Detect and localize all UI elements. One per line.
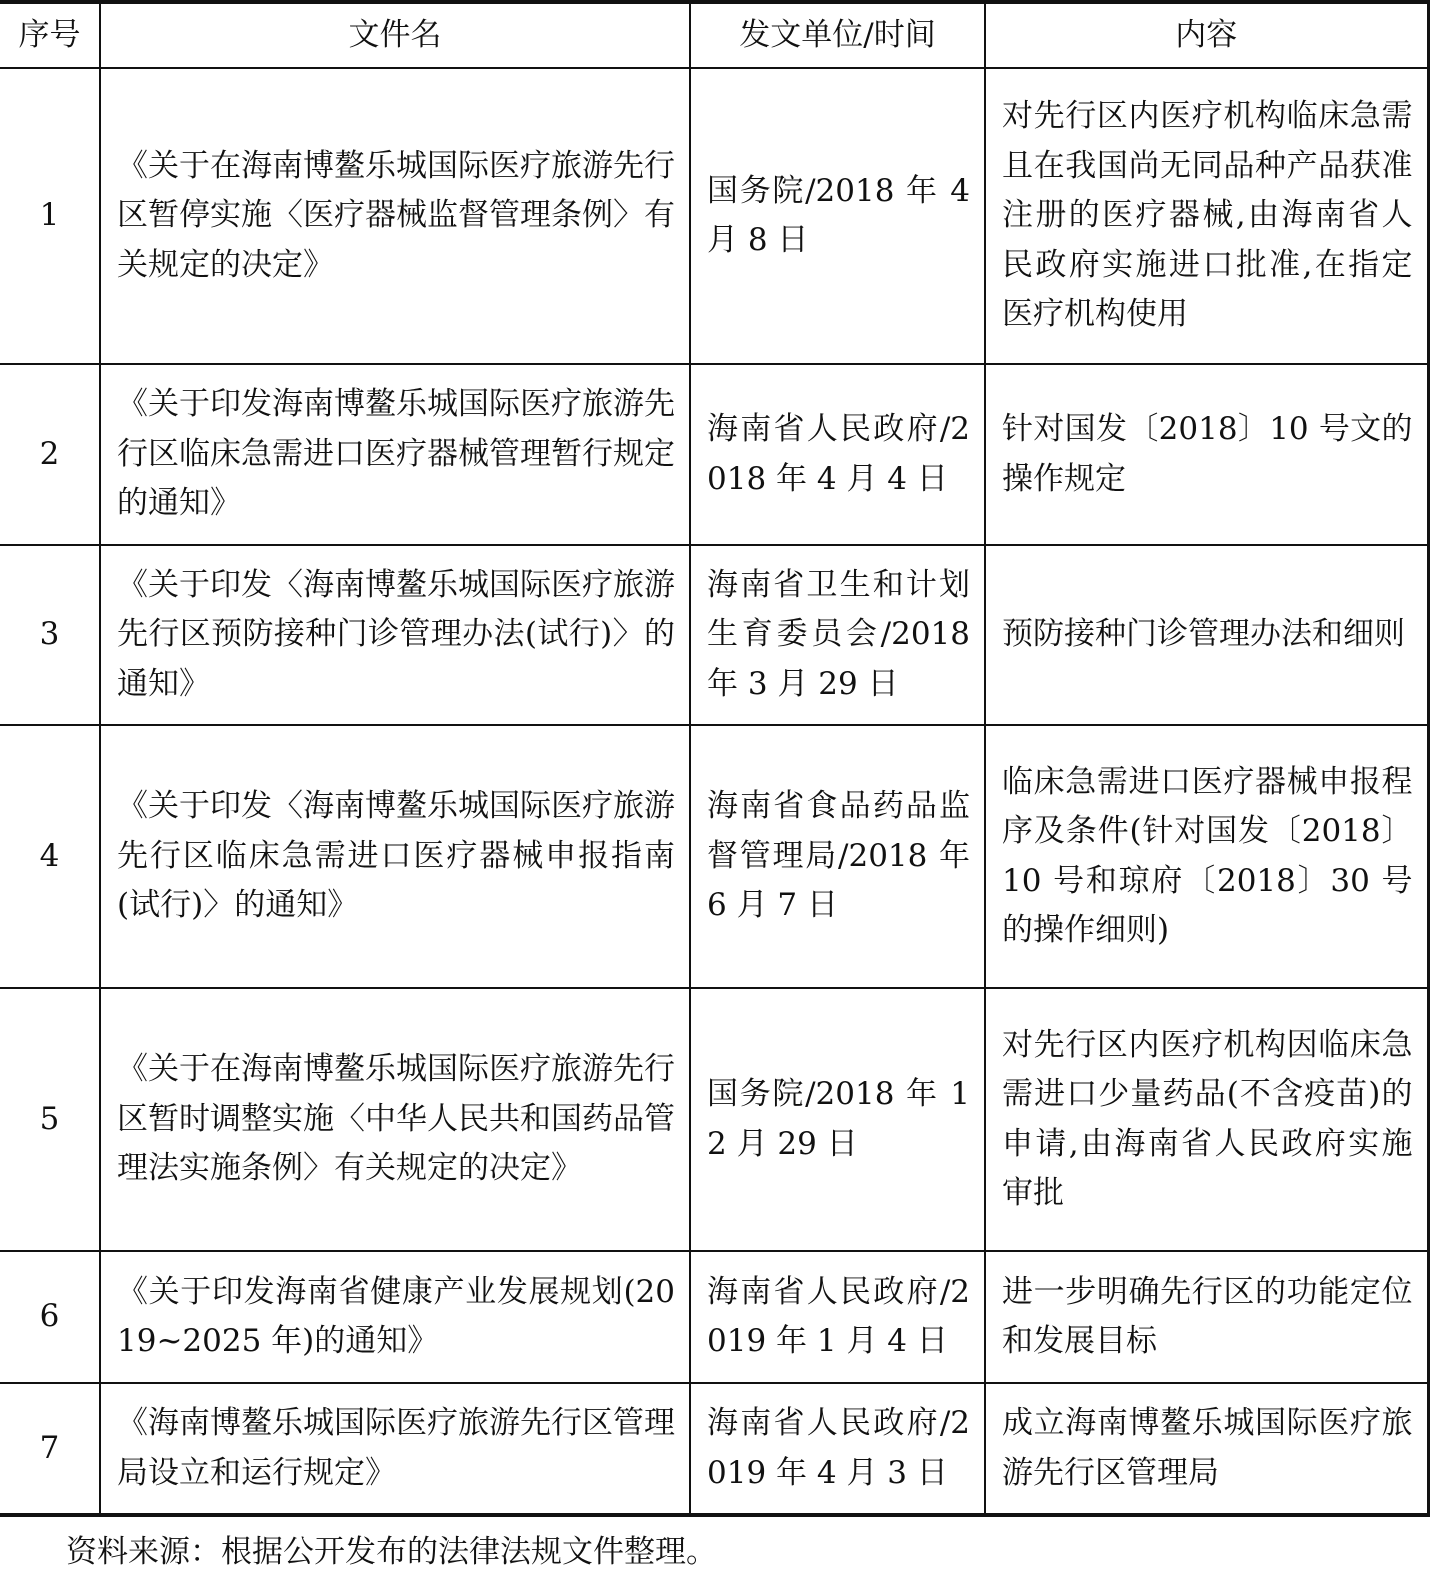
header-serial-number: 序号 bbox=[0, 2, 100, 68]
document-name-cell: 《关于在海南博鳌乐城国际医疗旅游先行区暂停实施〈医疗器械监督管理条例〉有关规定的决定》 bbox=[100, 68, 690, 364]
issuer-date-cell: 海南省人民政府/2019 年 4 月 3 日 bbox=[690, 1383, 985, 1515]
row-number: 6 bbox=[0, 1251, 100, 1383]
header-document-name: 文件名 bbox=[100, 2, 690, 68]
table-row bbox=[0, 545, 1428, 725]
issuer-date-cell: 海南省卫生和计划生育委员会/2018 年 3 月 29 日 bbox=[690, 545, 985, 725]
content-cell: 进一步明确先行区的功能定位和发展目标 bbox=[985, 1251, 1428, 1383]
issuer-date-cell: 海南省人民政府/2018 年 4 月 4 日 bbox=[690, 364, 985, 545]
content-cell: 预防接种门诊管理办法和细则 bbox=[985, 545, 1428, 725]
content-cell: 临床急需进口医疗器械申报程序及条件(针对国发〔2018〕10 号和琼府〔2018〕30 号的操作细则) bbox=[985, 725, 1428, 988]
row-number: 5 bbox=[0, 988, 100, 1251]
table-row bbox=[0, 68, 1428, 364]
content-cell: 对先行区内医疗机构临床急需且在我国尚无同品种产品获准注册的医疗器械,由海南省人民政府实施进口批准,在指定医疗机构使用 bbox=[985, 68, 1428, 364]
content-cell: 对先行区内医疗机构因临床急需进口少量药品(不含疫苗)的申请,由海南省人民政府实施审批 bbox=[985, 988, 1428, 1251]
document-name-cell: 《关于印发〈海南博鳌乐城国际医疗旅游先行区预防接种门诊管理办法(试行)〉的通知》 bbox=[100, 545, 690, 725]
header-issuer-date: 发文单位/时间 bbox=[690, 2, 985, 68]
issuer-date-cell: 海南省人民政府/2019 年 1 月 4 日 bbox=[690, 1251, 985, 1383]
table-row bbox=[0, 364, 1428, 545]
content-cell: 针对国发〔2018〕10 号文的操作规定 bbox=[985, 364, 1428, 545]
issuer-date-cell: 国务院/2018 年 4 月 8 日 bbox=[690, 68, 985, 364]
issuer-date-cell: 海南省食品药品监督管理局/2018 年 6 月 7 日 bbox=[690, 725, 985, 988]
table-row bbox=[0, 1251, 1428, 1383]
row-number: 7 bbox=[0, 1383, 100, 1515]
row-number: 2 bbox=[0, 364, 100, 545]
content-cell: 成立海南博鳌乐城国际医疗旅游先行区管理局 bbox=[985, 1383, 1428, 1515]
row-number: 3 bbox=[0, 545, 100, 725]
document-name-cell: 《关于印发〈海南博鳌乐城国际医疗旅游先行区临床急需进口医疗器械申报指南(试行)〉的通知》 bbox=[100, 725, 690, 988]
row-number: 4 bbox=[0, 725, 100, 988]
document-name-cell: 《关于在海南博鳌乐城国际医疗旅游先行区暂时调整实施〈中华人民共和国药品管理法实施条例〉有关规定的决定》 bbox=[100, 988, 690, 1251]
source-note: 资料来源：根据公开发布的法律法规文件整理。 bbox=[66, 1534, 717, 1570]
issuer-date-cell: 国务院/2018 年 12 月 29 日 bbox=[690, 988, 985, 1251]
table-row bbox=[0, 988, 1428, 1251]
document-name-cell: 《关于印发海南省健康产业发展规划(2019~2025 年)的通知》 bbox=[100, 1251, 690, 1383]
table-header-row bbox=[0, 2, 1428, 68]
row-number: 1 bbox=[0, 68, 100, 364]
document-name-cell: 《关于印发海南博鳌乐城国际医疗旅游先行区临床急需进口医疗器械管理暂行规定的通知》 bbox=[100, 364, 690, 545]
table-row bbox=[0, 725, 1428, 988]
document-name-cell: 《海南博鳌乐城国际医疗旅游先行区管理局设立和运行规定》 bbox=[100, 1383, 690, 1515]
header-content: 内容 bbox=[985, 2, 1428, 68]
table-row bbox=[0, 1383, 1428, 1515]
